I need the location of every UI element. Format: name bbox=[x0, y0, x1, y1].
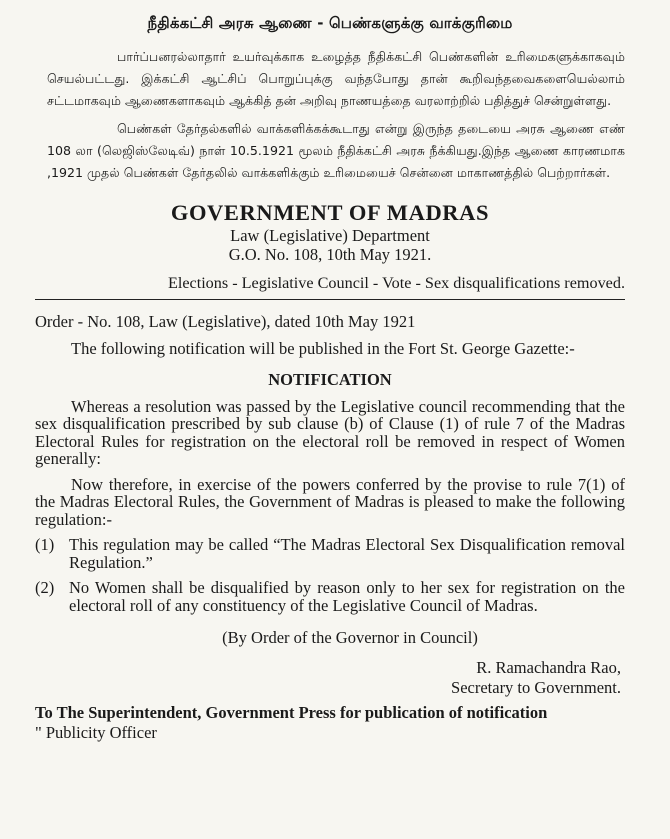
now-therefore-paragraph: Now therefore, in exercise of the powers conferred by the provise to rule 7(1) of the Madras Electoral Rules, the Government of Madras is pleased to make the following regulation:- bbox=[35, 474, 625, 529]
go-number: G.O. No. 108, 10th May 1921. bbox=[228, 245, 432, 264]
to-line: To The Superintendent, Government Press for publication of notification bbox=[35, 703, 548, 722]
signature-block bbox=[35, 658, 625, 697]
regulation-text: No Women shall be disqualified by reason only to her sex for registration on the electoral roll of any constituency of the Legislative Council of Madras. bbox=[69, 578, 625, 615]
regulation-item-1 bbox=[35, 536, 625, 571]
department-name: Law (Legislative) Department bbox=[230, 226, 430, 245]
whereas-paragraph: Whereas a resolution was passed by the Legislative council recommending that the sex disqualification prescribed by sub clause (b) of Clause (1) of rule 7 of the Madras Electoral Rules for registration on the electoral roll be removed in respect of Women generally: bbox=[35, 396, 625, 468]
regulation-text: This regulation may be called “The Madras Electoral Sex Disqualification removal Regulation.” bbox=[69, 535, 625, 572]
tamil-paragraph-1: பார்ப்பனரல்லாதார் உயர்வுக்காக உழைத்த நீதிக்கட்சி பெண்களின் உரிமைகளுக்காகவும் செயல்பட்டது. இக்கட்சி ஆட்சிப் பொறுப்புக்கு வந்தபோது தான் கூறிவந்தவைகளையெல்லாம் சட்டமாகவும் ஆணைகளாகவும் ஆக்கித் தன் அறிவு நாணயத்தை வரலாற்றில் பதித்துச் சென்றுள்ளது. bbox=[47, 49, 625, 108]
order-line: Order - No. 108, Law (Legislative), dated 10th May 1921 bbox=[35, 312, 416, 331]
signatory-designation: Secretary to Government. bbox=[451, 677, 621, 697]
signatory-name: R. Ramachandra Rao, bbox=[476, 658, 621, 677]
tamil-paragraph-2: பெண்கள் தேர்தல்களில் வாக்களிக்கக்கூடாது என்று இருந்த தடையை அரசு ஆணை எண் 108 லா (லெஜிஸ்லேடிவ்) நாள் 10.5.1921 மூலம் நீதிக்கட்சி அரசு நீக்கியது.இந்த ஆணை காரணமாக ,1921 முதல் பெண்கள் தேர்தலில் வாக்களிக்கும் உரிமையைச் சென்னை மாகாணத்தில் பெற்றார்கள். bbox=[47, 121, 625, 180]
notification-heading: NOTIFICATION bbox=[268, 369, 392, 389]
tamil-title: நீதிக்கட்சி அரசு ஆணை - பெண்களுக்கு வாக்குரிமை bbox=[147, 14, 513, 32]
regulation-item-2 bbox=[35, 579, 625, 614]
regulation-number: (1) bbox=[35, 535, 55, 554]
regulation-number: (2) bbox=[35, 578, 55, 597]
cut-off-line: " Publicity Officer bbox=[35, 723, 157, 742]
by-order-line: (By Order of the Governor in Council) bbox=[222, 628, 478, 647]
publish-paragraph: The following notification will be published in the Fort St. George Gazette:- bbox=[71, 339, 575, 358]
government-title: GOVERNMENT OF MADRAS bbox=[170, 200, 490, 225]
subject-line: Elections - Legislative Council - Vote - Sex disqualifications removed. bbox=[35, 274, 625, 300]
